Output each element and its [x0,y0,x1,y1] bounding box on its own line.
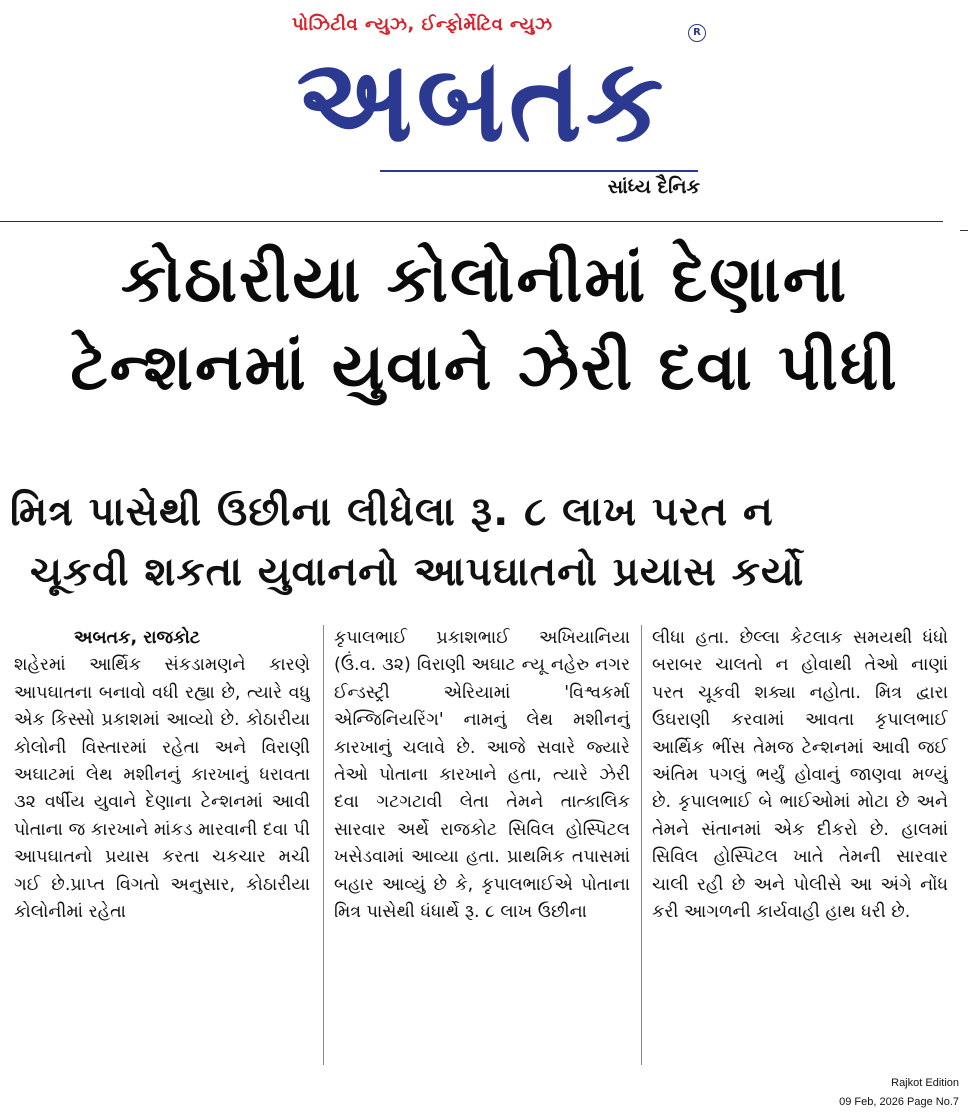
edition-label: Rajkot Edition [891,1077,959,1089]
column-text: કૃપાલભાઈ પ્રકાશભાઈ અખિયાનિયા (ઉં.વ. ૩૨) વિરાણી અઘાટ ન્યૂ નહેરુ નગર ઈન્ડસ્ટ્રી એરિયામાં 'વિશ્વકર્મા એન્જિનિયરિંગ' નામનું લેથ મશીનનું કારખાનું ચલાવે છે. આજે સવારે જ્યારે તેઓ પોતાના કારખાને હતા, ત્યારે ઝેરી દવા ગટગટાવી લેતા તેમને તાત્કાલિક સારવાર અર્થે રાજકોટ સિવિલ હોસ્પિટલ ખસેડવામાં આવ્યા હતા. પ્રાથમિક તપાસમાં બહાર આવ્યું છે કે, કૃપાલભાઈએ પોતાના મિત્ર પાસેથી ધંધાર્થે રૂ. ૮ લાખ ઉછીના [334,628,630,923]
subheadline-line: ચૂકવી શકતા યુવાનનો આપઘાતનો પ્રયાસ કર્યો [30,549,805,595]
article-body [14,625,956,1070]
masthead [0,0,969,222]
subheadline-line: મિત્ર પાસેથી ઉછીના લીધેલા રૂ. ૮ લાખ પરત ન [10,489,774,535]
masthead-rule [380,170,698,172]
headline-line: કોઠારીયા કોલોનીમાં દેણાના [120,243,849,317]
column-divider [641,625,642,1065]
subheadline [10,482,960,602]
page-footer [839,1074,959,1112]
brand-logo: અબતક [296,32,668,168]
masthead-tagline: પોઝિટીવ ન્યુઝ, ઈન્ફોર્મેટિવ ન્યુઝ [292,14,553,35]
article-column-2 [334,625,630,1070]
headline-line: ટેન્શનમાં યુવાને ઝેરી દવા પીધી [70,331,899,405]
masthead-subtitle: સાંધ્ય દૈનિક [607,176,700,198]
registered-mark-icon: R [688,24,706,42]
column-divider [323,625,324,1065]
headline [0,236,969,412]
edge-mark [960,230,968,231]
dateline: અબતક, રાજકોટ [74,628,201,648]
article-column-1 [14,625,310,1070]
column-text: લીધા હતા. છેલ્લા કેટલાક સમયથી ધંધો બરાબર ચાલતો ન હોવાથી તેઓ નાણાં પરત ચૂકવી શક્યા નહોતા. મિત્ર દ્વારા ઉઘરાણી કરવામાં આવતા કૃપાલભાઈ આર્થિક ભીંસ તેમજ ટેન્શનમાં આવી જઈ અંતિમ પગલું ભર્યું હોવાનું જાણવા મળ્યું છે. કૃપાલભાઈ બે ભાઈઓમાં મોટા છે અને તેમને સંતાનમાં એક દીકરો છે. હાલમાં સિવિલ હોસ્પિટલ ખાતે તેમની સારવાર ચાલી રહી છે અને પોલીસે આ અંગે નોંધ કરી આગળની કાર્યવાહી હાથ ધરી છે. [652,628,948,923]
article-column-3 [652,625,948,1070]
header-divider [0,221,943,222]
date-page-label: 09 Feb, 2026 Page No.7 [839,1096,959,1108]
column-text: શહેરમાં આર્થિક સંકડામણને કારણે આપઘાતના બનાવો વધી રહ્યા છે, ત્યારે વધુ એક કિસ્સો પ્રકાશમાં આવ્યો છે. કોઠારીયા કોલોની વિસ્તારમાં રહેતા અને વિરાણી અઘાટમાં લેથ મશીનનું કારખાનું ધરાવતા ૩૨ વર્ષીય યુવાને દેણાના ટેન્શનમાં આવી પોતાના જ કારખાને માંકડ મારવાની દવા પી આપઘાતનો પ્રયાસ કરતા ચકચાર મચી ગઈ છે.પ્રાપ્ત વિગતો અનુસાર, કોઠારીયા કોલોનીમાં રહેતા [14,655,310,923]
